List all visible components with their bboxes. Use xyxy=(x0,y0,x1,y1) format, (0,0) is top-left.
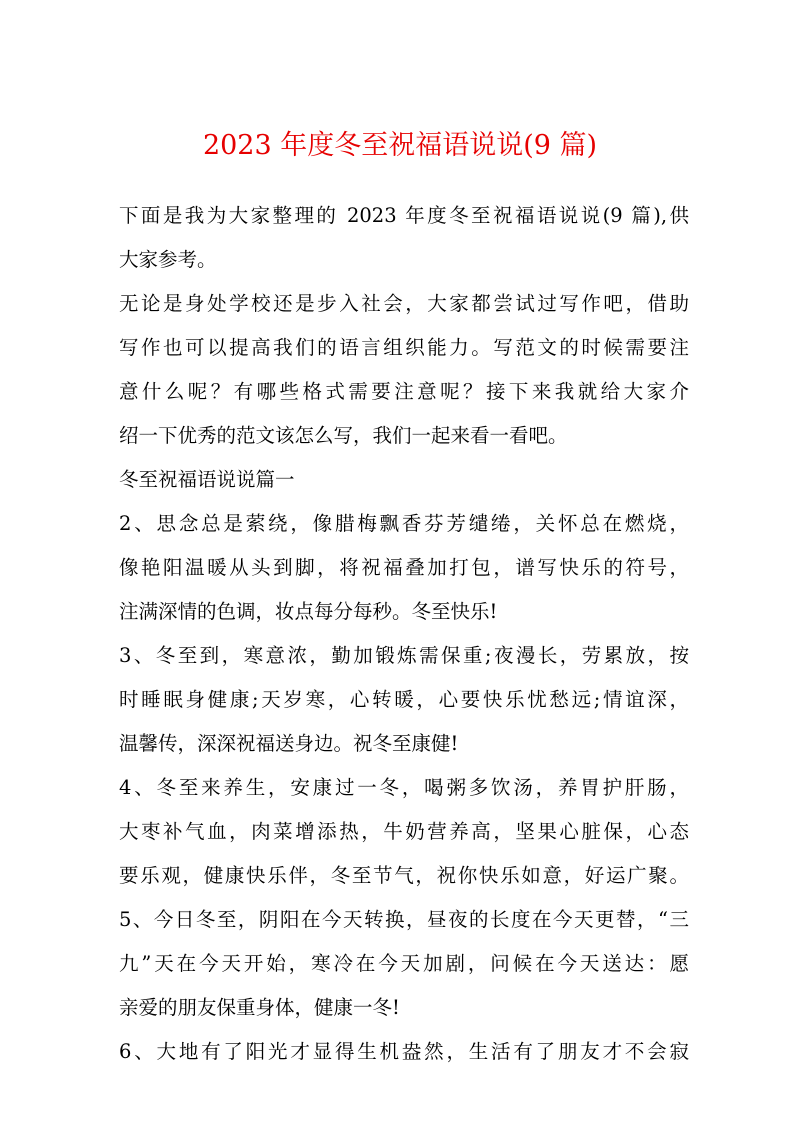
body-line: 大家参考。 xyxy=(119,248,217,271)
body-line: 下面是我为大家整理的 2023 年度冬至祝福语说说(9 篇),供 xyxy=(119,204,689,227)
body-line: 4、冬至来养生，安康过一冬，喝粥多饮汤，养胃护肝肠， xyxy=(119,776,689,799)
body-line: 冬至祝福语说说篇一 xyxy=(119,468,295,491)
body-line: 大枣补气血，肉菜增添热，牛奶营养高，坚果心脏保，心态 xyxy=(119,820,689,843)
body-line: 3、冬至到，寒意浓，勤加锻炼需保重;夜漫长，劳累放，按 xyxy=(119,644,689,667)
body-line: 5、今日冬至，阴阳在今天转换，昼夜的长度在今天更替，“三 xyxy=(119,908,689,931)
body-line: 亲爱的朋友保重身体，健康一冬! xyxy=(119,996,400,1019)
body-line: 时睡眠身健康;天岁寒，心转暖，心要快乐忧愁远;情谊深， xyxy=(119,688,689,711)
body-line: 6、大地有了阳光才显得生机盎然，生活有了朋友才不会寂 xyxy=(119,1040,689,1063)
body-line: 像艳阳温暖从头到脚，将祝福叠加打包，谱写快乐的符号， xyxy=(119,556,689,579)
body-line: 温馨传，深深祝福送身边。祝冬至康健! xyxy=(119,732,459,755)
body-line: 意什么呢？有哪些格式需要注意呢？接下来我就给大家介 xyxy=(119,380,689,403)
body-line: 九”天在今天开始，寒冷在今天加剧，问候在今天送达：愿 xyxy=(119,952,689,975)
body-line: 绍一下优秀的范文该怎么写，我们一起来看一看吧。 xyxy=(119,424,568,447)
document-title: 2023 年度冬至祝福语说说(9 篇) xyxy=(202,130,598,161)
document-body xyxy=(119,194,689,1074)
body-line: 写作也可以提高我们的语言组织能力。写范文的时候需要注 xyxy=(119,336,689,359)
body-line: 无论是身处学校还是步入社会，大家都尝试过写作吧，借助 xyxy=(119,292,689,315)
body-line: 2、思念总是萦绕，像腊梅飘香芬芳缱绻，关怀总在燃烧， xyxy=(119,512,689,535)
body-line: 注满深情的色调，妆点每分每秒。冬至快乐! xyxy=(119,600,498,623)
body-line: 要乐观，健康快乐伴，冬至节气，祝你快乐如意，好运广聚。 xyxy=(119,864,689,887)
